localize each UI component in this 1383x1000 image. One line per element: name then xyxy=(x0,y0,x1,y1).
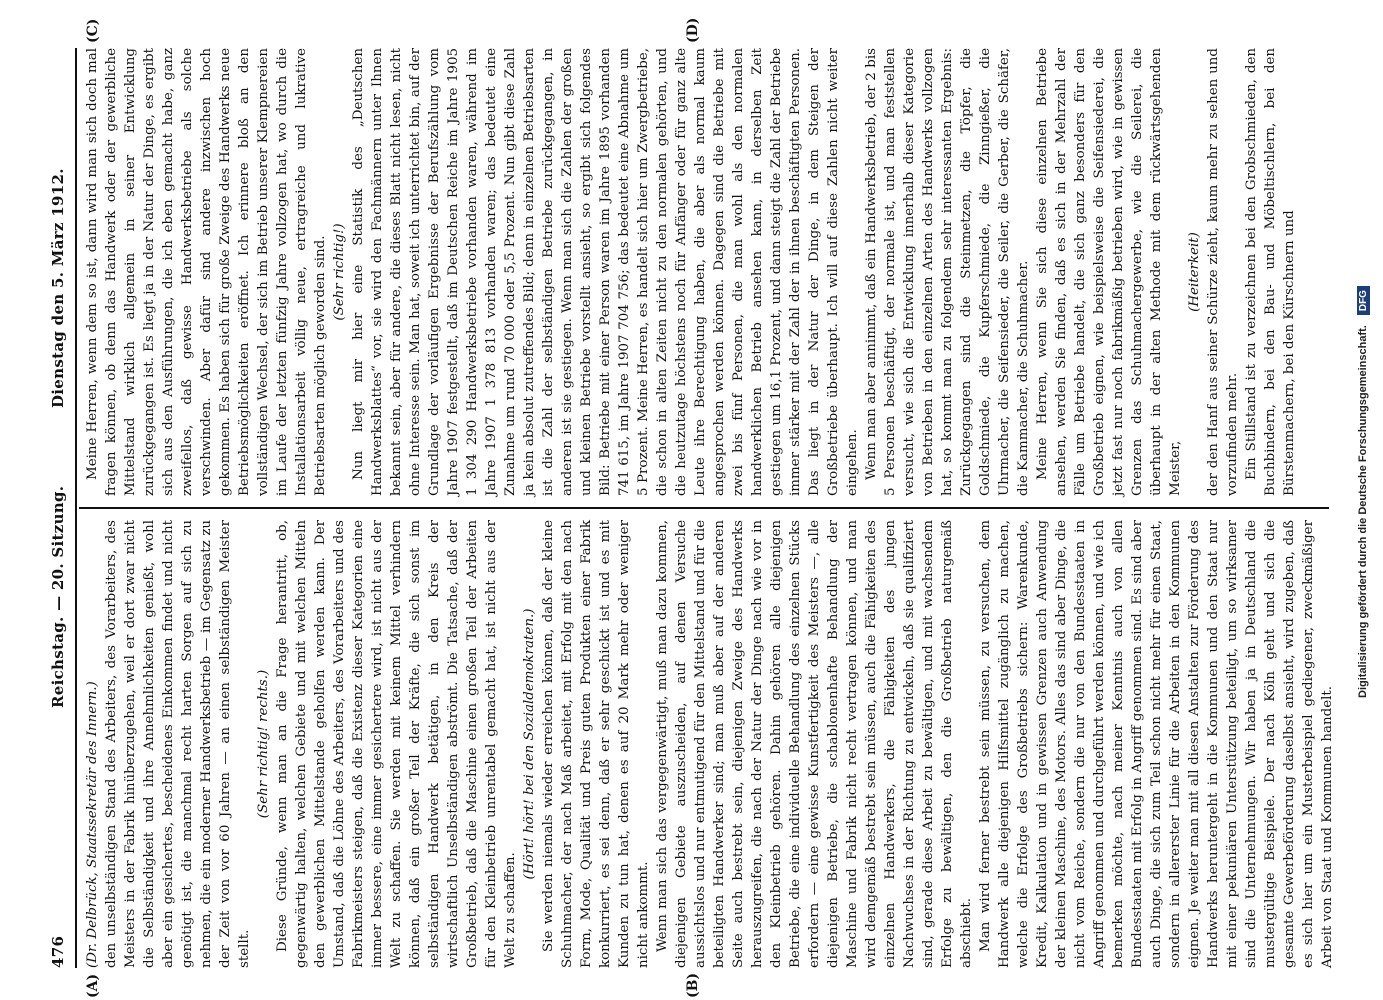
paragraph: der den Hanf aus seiner Schürze zieht, kaum mehr zu sehen und vorzufinden mehr. xyxy=(1206,48,1240,496)
margin-marker-c: (C) xyxy=(85,18,101,43)
digitization-credit xyxy=(1352,8,1374,698)
paragraph: Wenn man aber annimmt, daß ein Handwerksbetrieb, der 2 bis 5 Personen beschäftigt, der normale ist, und man feststellen versucht, wie sich die Entwicklung innerhalb dieser Kategorie von Betrieben in den einzelnen Arten des Handwerks vollzogen hat, so kommt man zu folgendem sehr interessanten Ergebnis: Zurückgegangen sind die Steinmetzen, die Töpfer, die Goldschmiede, die Kupferschmiede, die Zinngießer, die Uhrmacher, die Seifensieder, die Seiler, die Gerber, die Schäfer, die Kammacher, die Schuhmacher. xyxy=(864,48,1031,496)
page-number: 476 xyxy=(49,935,67,968)
document-page xyxy=(45,17,1335,998)
margin-marker-b: (B) xyxy=(685,972,701,998)
interjection: (Sehr richtig!) xyxy=(332,223,347,321)
interjection: (Heiterkeit) xyxy=(1187,232,1202,312)
paragraph: Wenn man sich das vergegenwärtigt, muß man dazu kommen, diejenigen Gebiete auszuscheiden, auf denen Versuche aussichtslos und nur entmutigend für den Mittelstand und für die beteiligten Handwerker sind; man muß aber auf der anderen Seite auch bestrebt sein, diejenigen Zweige des Handwerks herauszugreifen, die nach der Natur der Dinge nach wie vor in den Kleinbetrieb gehören. Dahin gehören alle diejenigen Betriebe, die eine individuelle Behandlung des einzelnen Stücks erfordern — eine gewisse Kunstfertigkeit des Meisters —, alle diejenigen Betriebe, die schablonenhafte Behandlung der Maschine und Fabrik nicht recht vertragen können, und man wird demgemäß bestrebt sein müssen, auch die Fähigkeiten des einzelnen Handwerkers, die Fähigkeiten des jungen Nachwuchses in der Richtung zu entwickeln, daß sie qualifiziert sind, gerade diese Arbeit zu bewältigen, und mit wachsendem Erfolge zu bewältigen, den die Großbetrieb naturgemäß abschiebt. xyxy=(655,520,974,968)
header-rule xyxy=(75,48,77,968)
paragraph: Man wird ferner bestrebt sein müssen, zu versuchen, dem Handwerk alle diejenigen Hilfsmittel zugänglich zu machen, welche die Erfolge des Großbetriebs sichern: Warenkunde, Kredit, Kalkulation und in gewissen Grenzen auch Anwendung der kleinen Maschine, des Motors. Alles das sind aber Dinge, die nicht vom Reiche, sondern die nur von den Bundesstaaten in Angriff genommen und durchgeführt werden können, und wie ich bemerken möchte, nach meiner Kenntnis auch von allen Bundesstaaten mit Erfolg in Angriff genommen sind. Es sind aber auch Dinge, die sich zum Teil schon nicht mehr für einen Staat, sondern in allererster Linie für die Arbeiten in den Kommunen eignen. Je weiter man mit all diesen Anstalten zur Förderung des Handwerks heruntergeht in die Kommunen und den Staat nur mit einer pekuniären Unterstützung beteiligt, um so wirksamer sind die Unternehmungen. Wir haben ja in Deutschland die mustergültige Beispiele. Der nach Köln geht und sich die gesamte Gewerbeförderung daselbst ansieht, wird zugeben, daß es sich hier um ein Musterbeispiel gediegener, zweckmäßiger Arbeit von Staat und Kommunen handelt. xyxy=(978,520,1335,968)
margin-marker-a: (A) xyxy=(85,973,101,998)
paragraph: Meine Herren, wenn dem so ist, dann wird man sich doch mal fragen können, ob denn das Handwerk oder der gewerbliche Mittelstand wirklich allgemein in seiner Entwicklung zurückgegangen ist. Es liegt ja in der Natur der Dinge, es ergibt sich aus den Ausführungen, die ich eben gemacht habe, ganz zweifellos, daß gewisse Handwerksbetriebe als solche verschwinden. Aber dafür sind andere inzwischen hoch gekommen. Es haben sich für große Zweige des Handwerks neue Betriebsmöglichkeiten eröffnet. Ich erinnere bloß an den vollständigen Wechsel, der sich im Betrieb unserer Klempnereien im Laufe der letzten fünfzig Jahre vollzogen hat, wo durch die Installationsarbeit völlig neue, ertragreiche und lukrative Betriebsarten möglich geworden sind. xyxy=(85,48,328,496)
paragraph: Diese Gründe, wenn man an die Frage herantritt, ob, gegenwärtig halten, welchen Gebiete und mit welchen Mitteln den gewerblichen Mittelstande geholfen werden kann. Der Umstand, daß die Löhne des Arbeiters, des Vorarbeiters und des Fabrikmeisters steigen, daß die Existenz dieser Kategorien eine immer bessere, eine immer gesichertere wird, ist nicht aus der Welt zu schaffen. Sie werden mit keinem Mittel verhindern können, daß ein großer Teil der Kräfte, die sich sonst im selbständigen Handwerk betätigen, in den Kreis der wirtschaftlich Unselbständigen abströmt. Die Tatsache, daß der Großbetrieb, daß die Maschine einen großen Teil der Arbeiten für den Kleinbetrieb unrentabel gemacht hat, ist nicht aus der Welt zu schaffen. xyxy=(275,520,518,968)
interjection: (Hört! hört! bei den Sozialdemokraten.) xyxy=(522,608,537,880)
paragraph: Meine Herren, wenn Sie sich diese einzelnen Betriebe ansehen, werden Sie finden, daß es sich in der Mehrzahl der Fälle um Betriebe handelt, die sich ganz besonders für den Großbetrieb eignen, wie beispielsweise die Seifensiederei, die jetzt fast nur noch fabrikmäßig betrieben wird, wie in gewissen Grenzen das Schuhmachergewerbe, wie die Seilerei, die überhaupt in der alten Methode mit dem rückwärtsgehenden Meister, xyxy=(1035,48,1183,496)
credit-text: Digitalisierung gefördert durch die Deutsche Forschungsgemeinschaft. xyxy=(1357,325,1369,698)
page-header xyxy=(45,48,73,968)
column-divider xyxy=(79,507,1329,509)
left-column xyxy=(83,520,1335,968)
paragraph: den unselbständigen Stand des Arbeiters, des Vorarbeiters, des Meisters in der Fabrik hinüberzugehen, weil er dort zwar nicht die Selbständigkeit und ihre Annehmlichkeiten genießt, wohl aber ein gesichertes, bescheidenes Einkommen findet und nicht genötigt ist, die manchmal recht harten Sorgen auf sich zu nehmen, die ein moderner Handwerksbetrieb — im Gegensatz zu der Zeit von vor 60 Jahren — an einen selbständigen Meister stellt. xyxy=(104,520,252,968)
speaker-line: (Dr. Delbrück, Staatssekretär des Innern.) xyxy=(85,681,100,968)
margin-marker-d: (D) xyxy=(685,17,701,43)
paragraph: Nun liegt mir hier eine Statistik des „Deutschen Handwerksblattes“ vor, sie wird den Fachmännern unter Ihnen bekannt sein, aber für andere, die dieses Blatt nicht lesen, nicht ohne Interesse sein. Man hat, soweit ich unterrichtet bin, auf der Grundlage der vorläufigen Ergebnisse der Berufszählung vom Jahre 1907 festgestellt, daß im Deutschen Reiche im Jahre 1905 1 304 290 Handwerksbetriebe vorhanden waren, während im Jahre 1907 1 378 813 vorhanden waren; das bedeutet eine Zunahme um rund 70 000 oder 5,5 Prozent. Nun gibt diese Zahl ja kein absolut zutreffendes Bild; denn in einzelnen Betriebsarten ist die Zahl der selbständigen Betriebe zurückgegangen, in anderen ist sie gestiegen. Wenn man sich die Zahlen der großen und kleinen Betriebe vorstellt ansieht, so ergibt sich folgendes Bild: Betriebe mit einer Person waren im Jahre 1895 vorhanden 741 615, im Jahre 1907 704 756; das bedeutet eine Abnahme um 5 Prozent. Meine Herren, es handelt sich hier um Zwergbetriebe, die schon in alten Zeiten nicht zu den normalen gehörten, und die heutzutage höchstens noch für Anfänger oder für ganz alte Leute ihre Berechtigung haben, die aber als normal kaum angesprochen werden können. Dagegen sind die Betriebe mit zwei bis fünf Personen, die man wohl als den normalen handwerklichen Betrieb ansehen kann, in derselben Zeit gestiegen um 16,1 Prozent, und dann steigt die Zahl der Betriebe immer stärker mit der Zahl der in ihnen beschäftigten Personen. Das liegt in der Natur der Dinge, in dem Steigen der Großbetriebe überhaupt. Ich will auf diese Zahlen nicht weiter eingehen. xyxy=(351,48,860,496)
paragraph: Sie werden niemals wieder erreichen können, daß der kleine Schuhmacher, der nach Maß arbeitet, mit Erfolg mit den nach Form, Mode, Qualität und Preis guten Produkten einer Fabrik konkurriert, es sei denn, daß er sehr geschickt ist und es mit Kunden zu tun hat, denen es auf 20 Mark mehr oder weniger nicht ankommt. xyxy=(541,520,651,968)
header-date: Dienstag den 5. März 1912. xyxy=(49,168,67,408)
interjection: (Sehr richtig! rechts.) xyxy=(256,669,271,819)
dfg-logo: DFG xyxy=(1357,286,1370,315)
paragraph: Ein Stillstand ist zu verzeichnen bei den Grobschmieden, den Buchbindern, bei den Bau- und Möbeltischlern, bei den Bürstenmachern, bei den Kürschnern und xyxy=(1244,48,1297,496)
right-column xyxy=(83,48,1323,496)
header-title: Reichstag. — 20. Sitzung. xyxy=(49,485,67,708)
